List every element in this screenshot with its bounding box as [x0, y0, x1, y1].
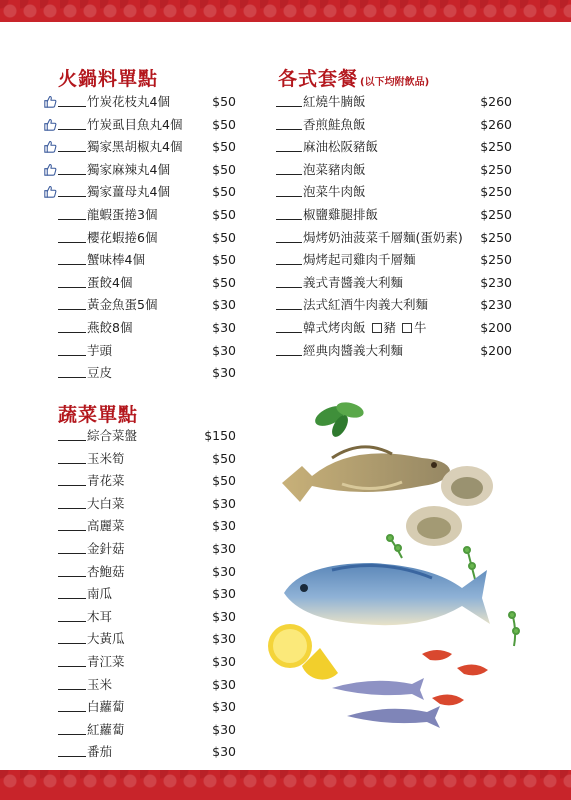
menu-item-name: 泡菜牛肉飯	[303, 184, 366, 200]
menu-item	[44, 448, 240, 471]
menu-item-name: 芋頭	[87, 342, 113, 358]
menu-item	[44, 340, 240, 363]
option-label: 牛	[414, 319, 427, 335]
menu-item	[44, 317, 240, 340]
sets-title-note: (以下均附飲品)	[360, 77, 430, 88]
menu-item	[44, 719, 240, 742]
menu-item-name: 椒鹽雞腿排飯	[303, 206, 379, 222]
menu-item	[44, 204, 240, 227]
blue-fish-icon	[284, 563, 490, 625]
order-blank-line	[58, 576, 86, 577]
menu-item	[44, 294, 240, 317]
menu-item-name: 竹炭虱目魚丸4個	[87, 116, 183, 132]
menu-item	[276, 204, 512, 227]
menu-item	[44, 651, 240, 674]
menu-item	[276, 91, 512, 114]
menu-item-price: $30	[212, 518, 236, 534]
menu-item-name: 綜合菜盤	[87, 428, 138, 443]
menu-item	[44, 159, 240, 182]
menu-item-price: $260	[480, 116, 512, 132]
menu-item-price: $30	[212, 495, 236, 511]
menu-item-name: 櫻花蝦捲6個	[87, 229, 158, 245]
order-blank-line	[58, 219, 86, 220]
menu-item-name: 青江菜	[87, 653, 125, 669]
menu-item-price: $30	[212, 297, 236, 313]
order-blank-line	[58, 309, 86, 310]
order-blank-line	[276, 219, 302, 220]
menu-item-price: $200	[480, 342, 512, 358]
menu-item-price: $30	[212, 365, 236, 381]
hotpot-section-title: 火鍋料單點	[58, 68, 159, 90]
menu-item-name: 玉米筍	[87, 450, 125, 466]
menu-item-name: 獨家薑母丸4個	[87, 184, 170, 200]
menu-item-name: 大黃瓜	[87, 631, 125, 647]
menu-item	[44, 114, 240, 137]
menu-item-price: $50	[212, 473, 236, 489]
menu-item	[44, 272, 240, 295]
menu-item-price: $30	[212, 540, 236, 556]
order-blank-line	[58, 734, 86, 735]
order-blank-line	[276, 174, 302, 175]
menu-item	[44, 674, 240, 697]
order-blank-line	[58, 377, 86, 378]
menu-item-price: $250	[480, 184, 512, 200]
sets-title-text: 各式套餐	[278, 68, 359, 90]
menu-item-price: $230	[480, 297, 512, 313]
order-blank-line	[58, 643, 86, 644]
menu-item-name: 泡菜豬肉飯	[303, 161, 366, 177]
order-blank-line	[276, 355, 302, 356]
menu-item	[44, 470, 240, 493]
fish-icon	[282, 447, 450, 502]
menu-item-name: 玉米	[87, 676, 113, 692]
menu-item-name: 豆皮	[87, 365, 113, 381]
order-blank-line	[58, 621, 86, 622]
order-blank-line	[58, 242, 86, 243]
menu-item-price: $250	[480, 139, 512, 155]
menu-item-name: 焗烤奶油菠菜千層麵(蛋奶素)	[303, 229, 463, 245]
menu-item-name: 大白菜	[87, 495, 125, 511]
menu-item-name: 青花菜	[87, 473, 125, 489]
menu-item-price: $30	[212, 319, 236, 335]
menu-item-price: $250	[480, 252, 512, 268]
order-blank-line	[276, 264, 302, 265]
menu-item-price: $250	[480, 229, 512, 245]
menu-item-name: 紅燒牛腩飯	[303, 94, 366, 109]
menu-item-price: $30	[212, 563, 236, 579]
order-blank-line	[58, 106, 86, 107]
thumbs-up-icon	[44, 140, 57, 153]
menu-item-price: $30	[212, 631, 236, 647]
menu-item-price: $30	[212, 699, 236, 715]
menu-item	[44, 628, 240, 651]
menu-item-price: $50	[212, 252, 236, 268]
thumbs-up-icon	[44, 185, 57, 198]
menu-item-name: 焗烤起司雞肉千層麵	[303, 252, 416, 268]
top-decor-band	[0, 0, 571, 22]
menu-item-name: 金針菇	[87, 540, 125, 556]
order-blank-line	[58, 553, 86, 554]
order-blank-line	[58, 485, 86, 486]
sets-section-title	[278, 64, 429, 91]
order-blank-line	[58, 598, 86, 599]
order-blank-line	[58, 129, 86, 130]
menu-item	[276, 272, 512, 295]
menu-item	[276, 227, 512, 250]
menu-item-name: 紅蘿蔔	[87, 721, 125, 737]
order-blank-line	[276, 332, 302, 333]
menu-item	[44, 561, 240, 584]
menu-item-price: $150	[204, 428, 236, 443]
seafood-illustration	[262, 398, 562, 758]
order-blank-line	[276, 129, 302, 130]
menu-item-name: 杏鮑菇	[87, 563, 125, 579]
menu-item	[44, 515, 240, 538]
menu-item-name: 燕餃8個	[87, 319, 133, 335]
menu-item	[44, 136, 240, 159]
menu-item-price: $30	[212, 676, 236, 692]
menu-item-price: $50	[212, 229, 236, 245]
menu-item-name: 番茄	[87, 744, 113, 760]
order-blank-line	[58, 332, 86, 333]
menu-item	[276, 294, 512, 317]
order-blank-line	[276, 242, 302, 243]
menu-item-price: $30	[212, 342, 236, 358]
menu-item-price: $30	[212, 586, 236, 602]
menu-item	[276, 317, 512, 340]
menu-item	[44, 249, 240, 272]
menu-item-name: 高麗菜	[87, 518, 125, 534]
option-checkbox	[372, 323, 382, 333]
menu-item	[276, 181, 512, 204]
order-blank-line	[58, 355, 86, 356]
menu-item-price: $250	[480, 161, 512, 177]
order-blank-line	[58, 151, 86, 152]
menu-item-price: $260	[480, 94, 512, 109]
menu-item	[44, 606, 240, 629]
menu-item	[44, 362, 240, 385]
veggies-menu-list	[44, 425, 240, 764]
menu-item-price: $30	[212, 653, 236, 669]
order-blank-line	[58, 756, 86, 757]
order-blank-line	[58, 196, 86, 197]
option-checkbox	[402, 323, 412, 333]
menu-item-name: 木耳	[87, 608, 113, 624]
menu-item-name-text: 韓式烤肉飯	[303, 319, 366, 335]
order-blank-line	[58, 264, 86, 265]
order-blank-line	[276, 287, 302, 288]
menu-item-price: $30	[212, 744, 236, 760]
menu-item	[276, 114, 512, 137]
menu-item-name: 經典肉醬義大利麵	[303, 342, 404, 358]
shrimp-icon	[422, 650, 488, 705]
order-blank-line	[58, 530, 86, 531]
menu-item-name: 龍蝦蛋捲3個	[87, 206, 158, 222]
menu-item-price: $230	[480, 274, 512, 290]
menu-item	[44, 741, 240, 764]
menu-item	[44, 227, 240, 250]
option-label: 豬	[383, 319, 397, 335]
basil-icon	[312, 400, 365, 440]
menu-item-price: $50	[212, 94, 236, 109]
menu-item-name: 獨家黑胡椒丸4個	[87, 139, 183, 155]
menu-item-name: 義式青醬義大利麵	[303, 274, 404, 290]
menu-item-price: $200	[480, 319, 512, 335]
menu-item-name: 法式紅酒牛肉義大利麵	[303, 297, 429, 313]
thumbs-up-icon	[44, 163, 57, 176]
thumbs-up-icon	[44, 118, 57, 131]
menu-item-price: $30	[212, 608, 236, 624]
menu-item-name: 南瓜	[87, 586, 113, 602]
menu-item-price: $50	[212, 184, 236, 200]
order-blank-line	[276, 309, 302, 310]
order-blank-line	[58, 508, 86, 509]
menu-item	[276, 249, 512, 272]
order-blank-line	[58, 440, 86, 441]
hotpot-menu-list	[44, 91, 240, 385]
menu-item	[276, 340, 512, 363]
veggies-section-title: 蔬菜單點	[58, 404, 139, 426]
menu-item	[44, 181, 240, 204]
bottom-decor-band	[0, 770, 571, 800]
menu-item	[44, 538, 240, 561]
menu-item-name: 香煎鮭魚飯	[303, 116, 366, 132]
menu-item-price: $50	[212, 450, 236, 466]
order-blank-line	[58, 463, 86, 464]
menu-item-name: 蟹味棒4個	[87, 252, 145, 268]
menu-item-name: 竹炭花枝丸4個	[87, 94, 170, 109]
order-blank-line	[276, 151, 302, 152]
menu-item-price: $50	[212, 161, 236, 177]
sets-menu-list	[276, 91, 512, 362]
menu-item-name: 獨家麻辣丸4個	[87, 161, 170, 177]
menu-item-price: $30	[212, 721, 236, 737]
menu-item-price: $50	[212, 116, 236, 132]
menu-item-name: 蛋餃4個	[87, 274, 133, 290]
menu-item-price: $50	[212, 274, 236, 290]
menu-item-price: $250	[480, 206, 512, 222]
menu-item	[276, 159, 512, 182]
menu-item	[44, 425, 240, 448]
menu-item	[44, 91, 240, 114]
sardine-icon	[332, 678, 440, 728]
order-blank-line	[276, 106, 302, 107]
thumbs-up-icon	[44, 95, 57, 108]
order-blank-line	[58, 287, 86, 288]
menu-item	[44, 696, 240, 719]
menu-item-price: $50	[212, 206, 236, 222]
order-blank-line	[58, 689, 86, 690]
menu-item	[44, 493, 240, 516]
order-blank-line	[58, 711, 86, 712]
order-blank-line	[58, 666, 86, 667]
menu-item	[44, 583, 240, 606]
menu-item	[276, 136, 512, 159]
menu-item-price: $50	[212, 139, 236, 155]
order-blank-line	[58, 174, 86, 175]
menu-item-name: 白蘿蔔	[87, 699, 125, 715]
order-blank-line	[276, 196, 302, 197]
menu-item-name: 黃金魚蛋5個	[87, 297, 158, 313]
lemon-icon	[268, 624, 338, 680]
menu-item-name	[303, 317, 427, 340]
menu-item-name: 麻油松阪豬飯	[303, 139, 379, 155]
